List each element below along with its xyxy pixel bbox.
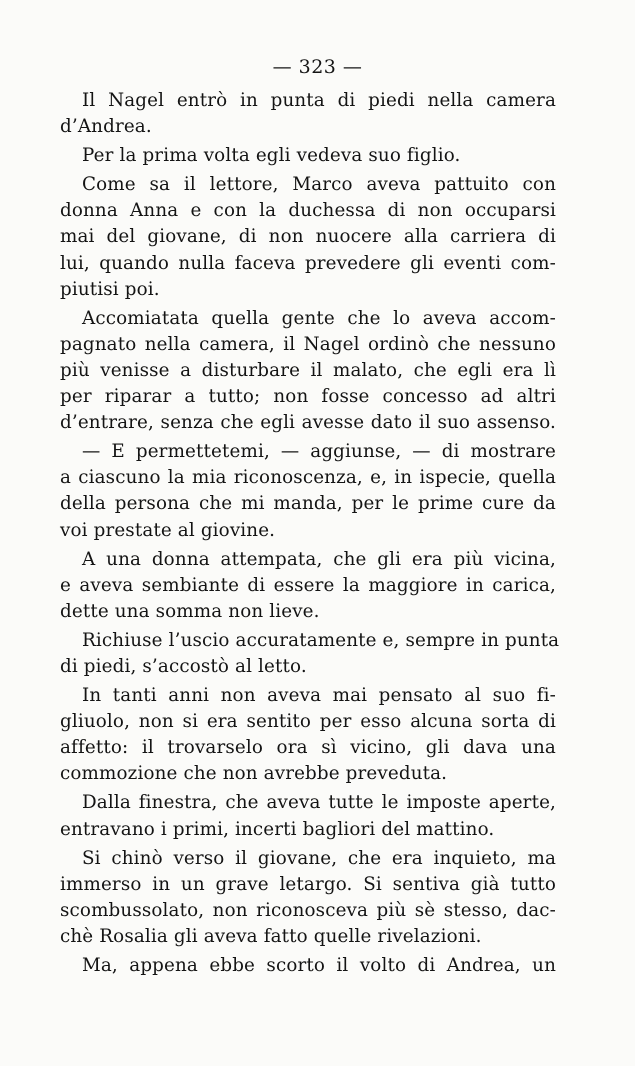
text-line: lui, quando nulla faceva prevedere gli eventi com-: [60, 252, 556, 274]
body-text: [60, 88, 560, 979]
page-number: — 323 —: [272, 56, 363, 78]
text-line: donna Anna e con la duchessa di non occuparsi: [60, 200, 556, 222]
text-line: Richiuse l’uscio accuratamente e, sempre in punta: [82, 629, 560, 651]
text-line: A una donna attempata, che gli era più vicina,: [82, 548, 556, 570]
text-line: Ma, appena ebbe scorto il volto di Andrea, un: [82, 955, 556, 976]
text-line: voi prestate al giovine.: [60, 519, 276, 541]
text-line: entravano i primi, incerti bagliori del mattino.: [60, 818, 495, 840]
text-line: immerso in un grave letargo. Si sentiva già tutto: [60, 873, 556, 895]
text-line: In tanti anni non aveva mai pensato al suo fi-: [82, 685, 556, 707]
text-line: chè Rosalia gli aveva fatto quelle rivelazioni.: [60, 925, 482, 947]
text-line: scombussolato, non riconosceva più sè stesso, dac-: [60, 899, 556, 921]
text-line: commozione che non avrebbe preveduta.: [60, 763, 448, 785]
text-line: d’Andrea.: [60, 116, 152, 138]
text-line: e aveva sembiante di essere la maggiore in carica,: [60, 574, 556, 596]
text-line: più venisse a disturbare il malato, che egli era lì: [60, 359, 556, 381]
text-line: pagnato nella camera, il Nagel ordinò che nessuno: [60, 333, 556, 355]
text-line: d’entrare, senza che egli avesse dato il suo assenso.: [60, 412, 556, 434]
text-line: gliuolo, non si era sentito per esso alcuna sorta di: [60, 711, 556, 733]
text-line: Dalla finestra, che aveva tutte le imposte aperte,: [82, 792, 556, 814]
text-line: mai del giovane, di non nuocere alla carriera di: [60, 226, 556, 248]
text-line: Come sa il lettore, Marco aveva pattuito con: [82, 174, 556, 196]
text-line: Il Nagel entrò in punta di piedi nella camera: [82, 90, 556, 111]
text-line: Si chinò verso il giovane, che era inquieto, ma: [82, 847, 556, 869]
text-line: dette una somma non lieve.: [60, 600, 320, 622]
text-line: della persona che mi manda, per le prime cure da: [60, 493, 556, 515]
text-line: a ciascuno la mia riconoscenza, e, in ispecie, quella: [60, 467, 556, 489]
text-line: per riparar a tutto; non fosse concesso ad altri: [60, 386, 556, 408]
text-line: di piedi, s’accostò al letto.: [60, 655, 307, 677]
text-line: piutisi poi.: [60, 278, 160, 300]
text-line: Per la prima volta egli vedeva suo figlio.: [82, 145, 461, 167]
text-line: affetto: il trovarselo ora sì vicino, gli dava una: [60, 737, 556, 759]
text-line: Accomiatata quella gente che lo aveva accom-: [82, 307, 556, 329]
text-line: — E permettetemi, — aggiunse, — di mostrare: [82, 441, 556, 463]
